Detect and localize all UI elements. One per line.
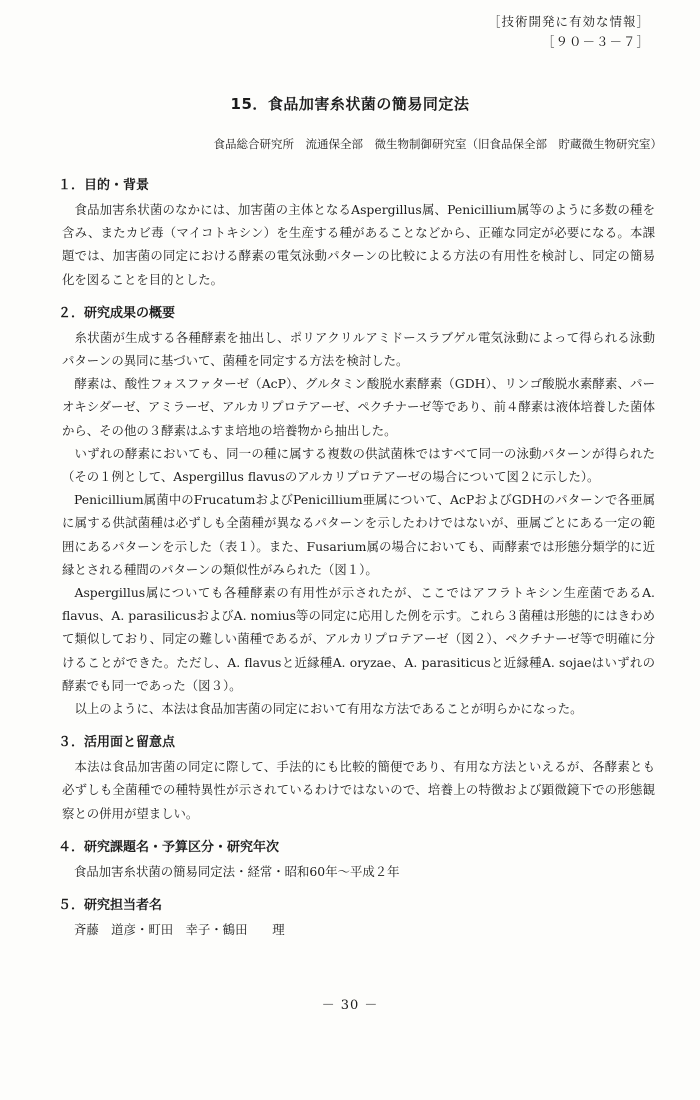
- reference-label: [488, 12, 650, 52]
- paragraph: 糸状菌が生成する各種酵素を抽出し、ポリアクリルアミドースラブゲル電気泳動によって得られる泳動パターンの異同に基づいて、菌種を同定する方法を検討した。: [62, 329, 655, 369]
- researcher-names: 斉藤 道彦・町田 幸子・鶴田 理: [74, 921, 285, 937]
- paragraph: 食品加害糸状菌のなかには、加害菌の主体となるAspergillus属、Penicillium属等のように多数の種を含み、またカビ毒（マイコトキシン）を生産する種があることなどから、正確な同定が必要になる。本課題では、加害菌の同定における酵素の電気泳動パターンの比較による方法の有用性を検討し、同定の簡易化を図ることを目的とした。: [62, 202, 655, 287]
- reference-number: ［９０－３－７］: [541, 34, 650, 49]
- section-researchers: [50, 896, 655, 941]
- section-purpose: [50, 176, 655, 291]
- section-heading: ４．研究課題名・予算区分・研究年次: [58, 839, 280, 855]
- document-body: [50, 176, 655, 954]
- reference-category: ［技術開発に有効な情報］: [487, 14, 650, 29]
- paragraph: 以上のように、本法は食品加害菌の同定において有用な方法であることが明らかになった。: [74, 701, 583, 717]
- page-number: － 30 －: [321, 998, 379, 1013]
- section-project: [50, 838, 655, 883]
- section-heading: ５．研究担当者名: [58, 897, 163, 913]
- section-heading: １．目的・背景: [58, 178, 150, 193]
- section-results: [50, 304, 655, 720]
- section-application: [50, 733, 655, 825]
- section-heading: ２．研究成果の概要: [58, 305, 176, 321]
- affiliation: 食品総合研究所 流通保全部 微生物制御研究室（旧食品保全部 貯蔵微生物研究室）: [213, 137, 662, 151]
- paragraph: Penicillium属菌中のFrucatumおよびPenicillium亜属について、AcPおよびGDHのパターンで各亜属に属する供試菌種は必ずしも全菌種が異なるパターンを示したわけではないが、亜属ごとにある一定の範囲にあるパターンを示した（表１）。また、Fusarium属の場合においても、両酵素では形態分類学的に近縁とされる種間のパターンの類似性がみられた（図１）。: [62, 492, 655, 577]
- paragraph: 本法は食品加害菌の同定に際して、手法的にも比較的簡便であり、有用な方法といえるが、各酵素とも必ずしも全菌種での種特異性が示されているわけではないので、培養上の特徴および顕微鏡下での形態観察との併用が望ましい。: [62, 759, 655, 821]
- paragraph: いずれの酵素においても、同一の種に属する複数の供試菌株ではすべて同一の泳動パターンが得られた（その１例として、Aspergillus flavusのアルカリプロテアーゼの場合について図２に示した）。: [62, 445, 655, 485]
- document-title: 15．食品加害糸状菌の簡易同定法: [230, 95, 470, 113]
- section-heading: ３．活用面と留意点: [58, 735, 176, 751]
- paragraph: Aspergillus属についても各種酵素の有用性が示されたが、ここではアフラトキシン生産菌であるA. flavus、A. parasilicusおよびA. nomius等の同定に応用した例を示す。これら３菌種は形態的にはきわめて類似しており、同定の難しい菌種であるが、アルカリプロテアーゼ（図２）、ペクチナーゼ等で明確に分けることができた。ただし、A. flavusと近縁種A. oryzae、A. parasiticusと近縁種A. sojaeはいずれの酵素でも同一であった（図３）。: [62, 585, 655, 693]
- project-name: 食品加害糸状菌の簡易同定法・経常・昭和60年～平成２年: [74, 863, 400, 879]
- paragraph: 酵素は、酸性フォスファターゼ（AcP）、グルタミン酸脱水素酵素（GDH）、リンゴ酸脱水素酵素、パーオキシダーゼ、アミラーゼ、アルカリプロテアーゼ、ペクチナーゼ等であり、前４酵素は液体培養した菌体から、その他の３酵素はふすま培地の培養物から抽出した。: [62, 376, 655, 438]
